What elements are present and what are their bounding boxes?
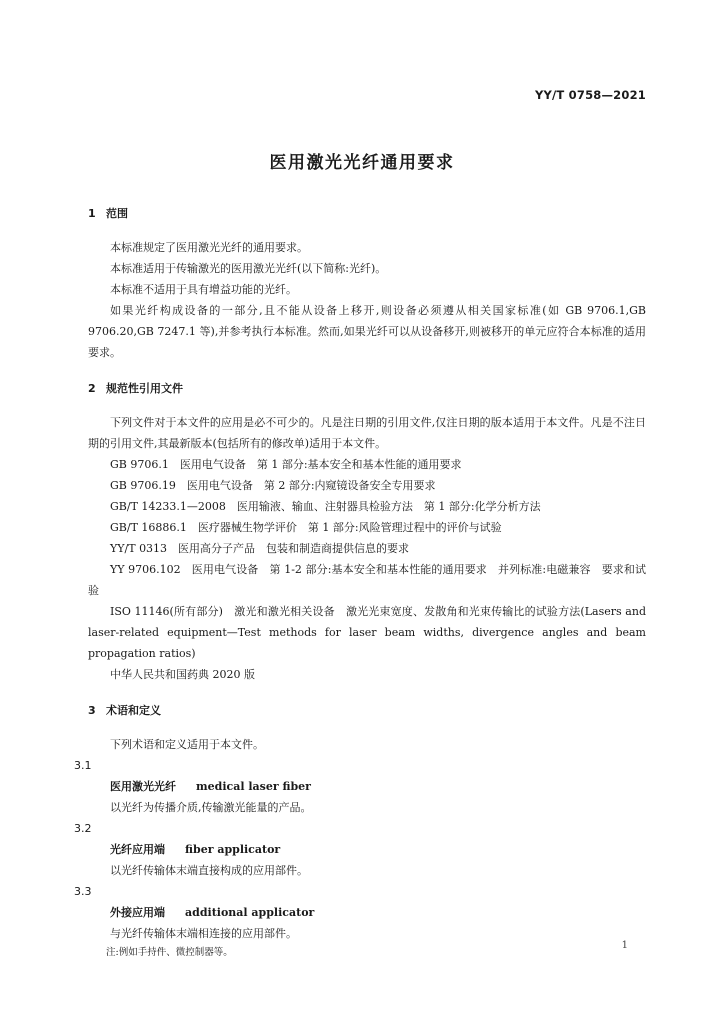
- scope-paragraph: 如果光纤构成设备的一部分,且不能从设备上移开,则设备必须遵从相关国家标准(如 GB 9706.1,GB 9706.20,GB 7247.1 等),并参考执行本标准。然而,如果光纤可以从设备移开,则被移开的单元应符合本标准的适用要求。: [88, 304, 646, 359]
- reference-item: ISO 11146(所有部分) 激光和激光相关设备 激光光束宽度、发散角和光束传输比的试验方法(Lasers and laser-related equipment—Test methods for laser beam widths, divergence angles and beam propagation ratios): [88, 605, 646, 660]
- term-name-zh: 医用激光光纤: [110, 780, 176, 793]
- terms-intro: 下列术语和定义适用于本文件。: [110, 738, 264, 751]
- term-definition: 与光纤传输体末端相连接的应用部件。: [110, 927, 297, 940]
- reference-item: GB/T 14233.1—2008 医用输液、输血、注射器具检验方法 第 1 部分:化学分析方法: [110, 500, 541, 513]
- section-1-heading: [88, 200, 646, 228]
- term-number: 3.3: [74, 885, 92, 898]
- term-name: [88, 776, 646, 797]
- term-entry: [74, 818, 646, 881]
- page-number: 1: [621, 940, 628, 951]
- document-body: [74, 200, 646, 962]
- reference-item: 中华人民共和国药典 2020 版: [110, 668, 255, 681]
- scope-paragraph: 本标准不适用于具有增益功能的光纤。: [110, 283, 297, 296]
- reference-item: YY 9706.102 医用电气设备 第 1-2 部分:基本安全和基本性能的通用要求 并列标准:电磁兼容 要求和试验: [88, 563, 646, 597]
- term-note: 注:例如手持件、微控制器等。: [106, 947, 233, 958]
- reference-item: GB 9706.1 医用电气设备 第 1 部分:基本安全和基本性能的通用要求: [110, 458, 462, 471]
- section-spacer: [88, 685, 646, 697]
- section-2-heading: [88, 375, 646, 403]
- section-number: 1: [88, 207, 96, 220]
- term-name-zh: 外接应用端: [110, 906, 165, 919]
- section-spacer: [88, 363, 646, 375]
- section-title: 规范性引用文件: [106, 382, 183, 395]
- term-definition: 以光纤为传播介质,传输激光能量的产品。: [110, 801, 312, 814]
- reference-item: GB 9706.19 医用电气设备 第 2 部分:内窥镜设备安全专用要求: [110, 479, 436, 492]
- term-name-en: additional applicator: [185, 906, 315, 919]
- term-entry: [74, 881, 646, 962]
- term-number: 3.2: [74, 822, 92, 835]
- section-title: 范围: [106, 207, 128, 220]
- scope-paragraph: 本标准适用于传输激光的医用激光光纤(以下简称:光纤)。: [110, 262, 387, 275]
- term-definition: 以光纤传输体末端直接构成的应用部件。: [110, 864, 308, 877]
- term-name-zh: 光纤应用端: [110, 843, 165, 856]
- reference-item: GB/T 16886.1 医疗器械生物学评价 第 1 部分:风险管理过程中的评价与试验: [110, 521, 502, 534]
- section-number: 3: [88, 704, 96, 717]
- section-3-heading: [88, 697, 646, 725]
- section-title: 术语和定义: [106, 704, 161, 717]
- document-title: 医用激光光纤通用要求: [269, 153, 455, 173]
- term-name-en: fiber applicator: [185, 843, 281, 856]
- term-name-en: medical laser fiber: [196, 780, 311, 793]
- term-entry: [74, 755, 646, 818]
- scope-paragraph: 本标准规定了医用激光光纤的通用要求。: [110, 241, 308, 254]
- reference-item: YY/T 0313 医用高分子产品 包装和制造商提供信息的要求: [110, 542, 410, 555]
- standard-code: YY/T 0758—2021: [534, 88, 646, 102]
- term-name: [88, 839, 646, 860]
- term-number: 3.1: [74, 759, 92, 772]
- term-name: [88, 902, 646, 923]
- section-number: 2: [88, 382, 96, 395]
- references-intro: 下列文件对于本文件的应用是必不可少的。凡是注日期的引用文件,仅注日期的版本适用于本文件。凡是不注日期的引用文件,其最新版本(包括所有的修改单)适用于本文件。: [88, 416, 646, 450]
